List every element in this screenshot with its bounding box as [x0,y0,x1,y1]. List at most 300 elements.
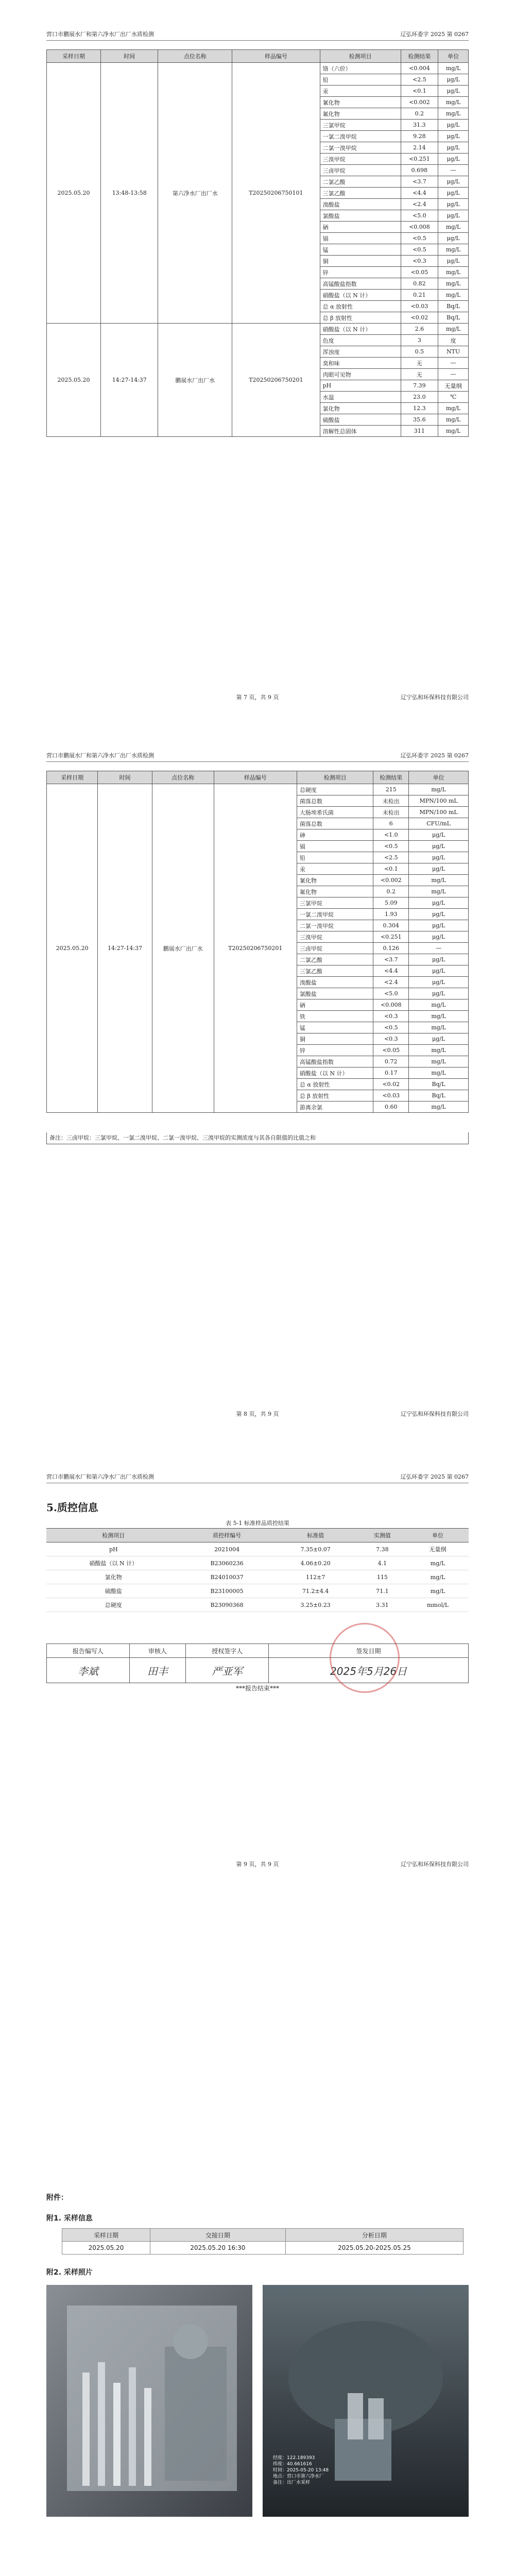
test-unit: mg/L [438,290,469,301]
test-result: <0.03 [401,301,438,312]
appendix-sub-2: 附2. 采样照片 [46,2268,93,2277]
test-result: 0.17 [373,1067,409,1079]
test-unit: mg/L [409,999,469,1011]
qc-row [46,1584,469,1598]
test-item: 氯化物 [320,403,401,414]
column-header: 时间 [101,50,158,63]
test-result: <0.5 [373,841,409,852]
test-unit: mg/L [409,1022,469,1033]
test-unit: mg/L [438,278,469,290]
header-report-no: 辽弘环委字 2025 第 0267 [400,1473,469,1480]
test-item: 镉 [320,233,401,244]
test-result: 9.28 [401,131,438,142]
test-unit: mg/L [438,403,469,414]
test-result: <0.1 [401,86,438,97]
qc-cell: 2021004 [181,1543,273,1556]
test-unit: μg/L [438,233,469,244]
test-unit: mg/L [409,1067,469,1079]
test-item: 三溴甲烷 [297,931,373,943]
test-item: 铁 [297,1011,373,1022]
test-item: 溶解性总固体 [320,426,401,437]
test-item: 氟化物 [320,108,401,120]
test-item: 高锰酸盐指数 [297,1056,373,1067]
header-report-no: 辽弘环委字 2025 第 0267 [400,752,469,759]
footer-company: 辽宁弘和环保科技有限公司 [401,694,469,701]
appendix-sub-1: 附1. 采样信息 [46,2214,93,2223]
column-header: 采样日期 [62,2229,150,2242]
sampling-cell: 2025.05.20 [62,2242,150,2255]
test-result: <0.5 [401,244,438,256]
test-unit: μg/L [438,86,469,97]
test-item: 肉眼可见物 [320,369,401,380]
column-header: 点位名称 [152,771,214,784]
test-unit: mg/L [409,1011,469,1022]
test-item: 锰 [320,244,401,256]
qc-row [46,1598,469,1612]
test-result: <4.4 [401,188,438,199]
test-result: 12.3 [401,403,438,414]
test-unit: mg/L [438,324,469,335]
test-unit: — [438,165,469,176]
column-header: 实测值 [358,1529,407,1543]
test-result: 5.09 [373,897,409,909]
test-unit: mg/L [438,414,469,426]
column-header: 单位 [438,50,469,63]
test-item: 汞 [320,86,401,97]
test-result: <0.002 [373,875,409,886]
header-title: 营口市鹏展水厂和第六净水厂出厂水质检测 [46,1473,154,1480]
test-unit: μg/L [438,199,469,210]
test-item: 硫酸盐 [320,414,401,426]
test-result: 311 [401,426,438,437]
test-unit: mg/L [438,63,469,74]
test-result: <5.0 [401,210,438,222]
sampling-time: 14:27-14:37 [101,324,158,437]
test-unit: mg/L [438,426,469,437]
qc-cell: 115 [358,1570,407,1584]
test-result: <0.008 [373,999,409,1011]
test-item: 高锰酸盐指数 [320,278,401,290]
test-result: 0.698 [401,165,438,176]
results-table [46,771,469,1113]
test-item: 铅 [320,74,401,86]
table-row [47,63,469,74]
sample-id: T20250206750201 [214,784,297,1113]
table-row [47,784,469,795]
column-header: 签发日期 [269,1644,469,1658]
page-footer [46,1860,469,1869]
sampling-photo-image [46,2285,469,2517]
column-header: 标准值 [273,1529,358,1543]
site-name: 第六净水厂出厂水 [158,63,232,324]
table-row [47,324,469,335]
qc-cell: 无量纲 [407,1543,469,1556]
test-item: 锌 [297,1045,373,1056]
test-result: 0.5 [401,346,438,358]
test-unit: — [438,358,469,369]
test-unit: μg/L [409,852,469,863]
column-header: 分析日期 [285,2229,463,2242]
qc-cell: 71.2±4.4 [273,1584,358,1598]
test-item: 三氯甲烷 [320,120,401,131]
photo-text-line: 经度：122.189393 [273,2455,315,2461]
qc-cell: 112±7 [273,1570,358,1584]
test-unit: — [438,369,469,380]
column-header: 单位 [407,1529,469,1543]
column-header: 采样日期 [47,50,101,63]
test-item: 一氯二溴甲烷 [320,131,401,142]
test-unit: μg/L [409,897,469,909]
column-header: 检测项目 [297,771,373,784]
test-unit: μg/L [438,74,469,86]
qc-cell: pH [46,1543,181,1556]
report-page-7 [0,0,515,716]
page-number: 第 9 页，共 9 页 [236,1861,279,1868]
qc-cell: B23060236 [181,1556,273,1570]
test-item: 色度 [320,335,401,346]
column-header: 时间 [98,771,152,784]
test-result: <0.3 [373,1011,409,1022]
test-unit: MPN/100 mL [409,807,469,818]
test-unit: μg/L [438,120,469,131]
qc-cell: B24010037 [181,1570,273,1584]
column-header: 检测项目 [46,1529,181,1543]
section-title: 5.质控信息 [46,1501,98,1514]
column-header: 采样日期 [47,771,98,784]
test-item: 溴酸盐 [297,977,373,988]
test-unit: mg/L [438,97,469,108]
test-unit: 无量纲 [438,380,469,392]
test-item: 三氯甲烷 [297,897,373,909]
column-header: 检测项目 [320,50,401,63]
signature: 2025年5月26日 [269,1658,469,1683]
test-unit: mg/L [409,1101,469,1113]
column-header: 单位 [409,771,469,784]
photo-text-line: 时间：2025-05-20 13:48 [273,2468,329,2473]
test-result: <0.1 [373,863,409,875]
column-header: 交接日期 [150,2229,286,2242]
page-footer [46,693,469,702]
test-result: <0.05 [373,1045,409,1056]
page-footer [46,1410,469,1419]
test-result: 未检出 [373,807,409,818]
test-item: 氰化物 [297,875,373,886]
test-item: 三氯乙酸 [297,965,373,977]
header-title: 营口市鹏展水厂和第六净水厂出厂水质检测 [46,31,154,38]
qc-row [46,1570,469,1584]
qc-cell: mg/L [407,1584,469,1598]
qc-cell: 7.38 [358,1543,407,1556]
sampling-cell: 2025.05.20-2025.05.25 [285,2242,463,2255]
test-result: <5.0 [373,988,409,999]
report-page-8 [0,721,515,1437]
test-unit: mg/L [409,1045,469,1056]
page-header [46,30,469,41]
report-page-9 [0,1443,515,2159]
test-unit: Bq/L [438,312,469,324]
test-item: 总硬度 [297,784,373,795]
test-item: 二氯乙酸 [320,176,401,188]
test-result: <0.5 [401,233,438,244]
column-header: 质控样编号 [181,1529,273,1543]
footer-company: 辽宁弘和环保科技有限公司 [401,1861,469,1868]
test-item: 二氯乙酸 [297,954,373,965]
qc-cell: B23100005 [181,1584,273,1598]
test-item: 大肠埃希氏菌 [297,807,373,818]
test-result: 0.2 [373,886,409,897]
test-item: 总 α 放射性 [320,301,401,312]
test-unit: mg/L [438,267,469,278]
column-header: 授权签字人 [186,1644,269,1658]
test-result: <2.4 [373,977,409,988]
test-item: 总 β 放射性 [297,1090,373,1101]
test-item: 浑浊度 [320,346,401,358]
qc-cell: 7.35±0.07 [273,1543,358,1556]
page-number: 第 8 页，共 9 页 [236,1411,279,1417]
qc-table [46,1528,469,1612]
test-item: 硝酸盐（以 N 计） [297,1067,373,1079]
test-result: <0.251 [373,931,409,943]
test-unit: μg/L [409,909,469,920]
test-item: 一氯二溴甲烷 [297,909,373,920]
test-item: 总 β 放射性 [320,312,401,324]
test-result: <0.008 [401,222,438,233]
site-name: 鹏展水厂出厂水 [152,784,214,1113]
test-result: <0.002 [401,97,438,108]
qc-cell: mg/L [407,1570,469,1584]
column-header: 报告编写人 [47,1644,130,1658]
sampling-time: 13:48-13:58 [101,63,158,324]
test-result: <0.02 [373,1079,409,1090]
test-item: 硝酸盐（以 N 计） [320,290,401,301]
test-item: 水温 [320,392,401,403]
test-unit: Bq/L [438,301,469,312]
test-item: 三卤甲烷 [297,943,373,954]
test-result: 0.126 [373,943,409,954]
test-unit: mg/L [438,244,469,256]
qc-cell: 硝酸盐（以 N 计） [46,1556,181,1570]
test-result: <0.004 [401,63,438,74]
page-header [46,1472,469,1483]
test-result: 未检出 [373,795,409,807]
test-item: 锌 [320,267,401,278]
sampling-cell: 2025.05.20 16:30 [150,2242,286,2255]
test-unit: μg/L [438,176,469,188]
signature-table [46,1643,469,1683]
qc-cell: 3.25±0.23 [273,1598,358,1612]
test-item: 氰化物 [320,97,401,108]
footer-company: 辽宁弘和环保科技有限公司 [401,1411,469,1417]
test-item: 硒 [320,222,401,233]
test-item: 锰 [297,1022,373,1033]
test-unit: 度 [438,335,469,346]
table-note: 备注：三卤甲烷：三氯甲烷、一氯二溴甲烷、二氯一溴甲烷、三溴甲烷的实测浓度与其各自限值的比值之和 [46,1132,469,1144]
qc-cell: 71.1 [358,1584,407,1598]
test-result: <3.7 [373,954,409,965]
test-result: 0.72 [373,1056,409,1067]
qc-cell: 3.31 [358,1598,407,1612]
test-item: 镉 [297,841,373,852]
signature: 李斌 [47,1658,130,1683]
test-unit: μg/L [438,256,469,267]
qc-cell: 4.06±0.20 [273,1556,358,1570]
test-item: 铅 [297,852,373,863]
qc-cell: 4.1 [358,1556,407,1570]
results-table [46,49,469,437]
test-result: <0.02 [401,312,438,324]
test-item: pH [320,380,401,392]
page-number: 第 7 页，共 9 页 [236,694,279,701]
column-header: 检测结果 [401,50,438,63]
sampling-info-table [62,2228,464,2255]
test-result: 7.39 [401,380,438,392]
site-name: 鹏展水厂出厂水 [158,324,232,437]
sampling-date: 2025.05.20 [47,63,101,324]
test-unit: μg/L [409,988,469,999]
column-header: 样品编号 [214,771,297,784]
sampling-date: 2025.05.20 [47,324,101,437]
test-item: 铬（六价） [320,63,401,74]
test-result: 1.93 [373,909,409,920]
test-result: 215 [373,784,409,795]
test-result: <0.05 [401,267,438,278]
test-result: 2.6 [401,324,438,335]
test-item: 总 α 放射性 [297,1079,373,1090]
test-item: 氯酸盐 [297,988,373,999]
test-unit: Bq/L [409,1079,469,1090]
test-item: 二氯一溴甲烷 [320,142,401,154]
test-item: 砷 [297,829,373,841]
test-result: <0.3 [401,256,438,267]
test-result: 6 [373,818,409,829]
qc-cell: B23090368 [181,1598,273,1612]
sample-id: T20250206750201 [232,324,320,437]
test-unit: μg/L [438,142,469,154]
qc-row [46,1543,469,1556]
sample-id: T20250206750101 [232,63,320,324]
test-result: <2.4 [401,199,438,210]
column-header: 审核人 [129,1644,186,1658]
signature: 田丰 [129,1658,186,1683]
test-result: 0.304 [373,920,409,931]
test-result: <2.5 [373,852,409,863]
test-unit: μg/L [409,931,469,943]
qc-cell: 氯化物 [46,1570,181,1584]
test-result: <4.4 [373,965,409,977]
test-result: 2.14 [401,142,438,154]
test-unit: mg/L [409,1056,469,1067]
column-header: 样品编号 [232,50,320,63]
test-item: 菌落总数 [297,795,373,807]
test-result: <0.3 [373,1033,409,1045]
test-unit: μg/L [409,920,469,931]
signature: 严亚军 [186,1658,269,1683]
qc-cell: mmol/L [407,1598,469,1612]
test-result: 0.21 [401,290,438,301]
test-item: 汞 [297,863,373,875]
report-end: ***报告结束*** [235,1685,279,1692]
test-item: 三氯乙酸 [320,188,401,199]
qc-cell: 总硬度 [46,1598,181,1612]
test-item: 游离余氯 [297,1101,373,1113]
test-result: 0.2 [401,108,438,120]
test-unit: Bq/L [409,1090,469,1101]
test-unit: μg/L [438,210,469,222]
test-result: <0.5 [373,1022,409,1033]
test-result: <0.03 [373,1090,409,1101]
test-item: 三卤甲烷 [320,165,401,176]
test-item: 铜 [320,256,401,267]
test-unit: μg/L [438,188,469,199]
test-unit: MPN/100 mL [409,795,469,807]
photo-text-line: 纬度：40.661616 [273,2462,312,2467]
sampling-date: 2025.05.20 [47,784,98,1113]
test-result: 23.0 [401,392,438,403]
test-result: 无 [401,358,438,369]
test-result: <1.0 [373,829,409,841]
test-unit: μg/L [438,154,469,165]
test-item: 铜 [297,1033,373,1045]
column-header: 检测结果 [373,771,409,784]
test-unit: ℃ [438,392,469,403]
test-item: 硝酸盐（以 N 计） [320,324,401,335]
header-title: 营口市鹏展水厂和第六净水厂出厂水质检测 [46,752,154,759]
test-unit: μg/L [409,977,469,988]
test-result: <0.251 [401,154,438,165]
test-unit: mg/L [409,886,469,897]
sampling-photo [46,2285,469,2517]
test-result: 35.6 [401,414,438,426]
test-unit: μg/L [409,1033,469,1045]
header-report-no: 辽弘环委字 2025 第 0267 [400,31,469,38]
test-unit: mg/L [409,875,469,886]
appendix-page [0,2164,515,2576]
test-item: 臭和味 [320,358,401,369]
qc-row [46,1556,469,1570]
test-item: 二氯一溴甲烷 [297,920,373,931]
test-unit: NTU [438,346,469,358]
test-unit: μg/L [409,965,469,977]
test-item: 三溴甲烷 [320,154,401,165]
column-header: 点位名称 [158,50,232,63]
official-seal [330,1623,400,1693]
test-unit: μg/L [409,829,469,841]
test-item: 氟化物 [297,886,373,897]
test-unit: μg/L [409,863,469,875]
test-result: <3.7 [401,176,438,188]
test-unit: μg/L [409,841,469,852]
test-result: <2.5 [401,74,438,86]
test-item: 菌落总数 [297,818,373,829]
test-result: 0.60 [373,1101,409,1113]
photo-text-line: 地点：营口市第六净水厂 [273,2474,324,2479]
photo-text-line: 备注：出厂水采样 [273,2480,311,2485]
test-item: 氯酸盐 [320,210,401,222]
test-unit: CFU/mL [409,818,469,829]
photo-watermark [273,2455,329,2486]
test-result: 无 [401,369,438,380]
test-unit: μg/L [438,131,469,142]
test-item: 溴酸盐 [320,199,401,210]
page-header [46,751,469,762]
test-result: 31.3 [401,120,438,131]
test-unit: μg/L [409,954,469,965]
test-item: 硒 [297,999,373,1011]
test-result: 3 [401,335,438,346]
qc-cell: mg/L [407,1556,469,1570]
test-unit: mg/L [438,108,469,120]
test-unit: mg/L [438,222,469,233]
